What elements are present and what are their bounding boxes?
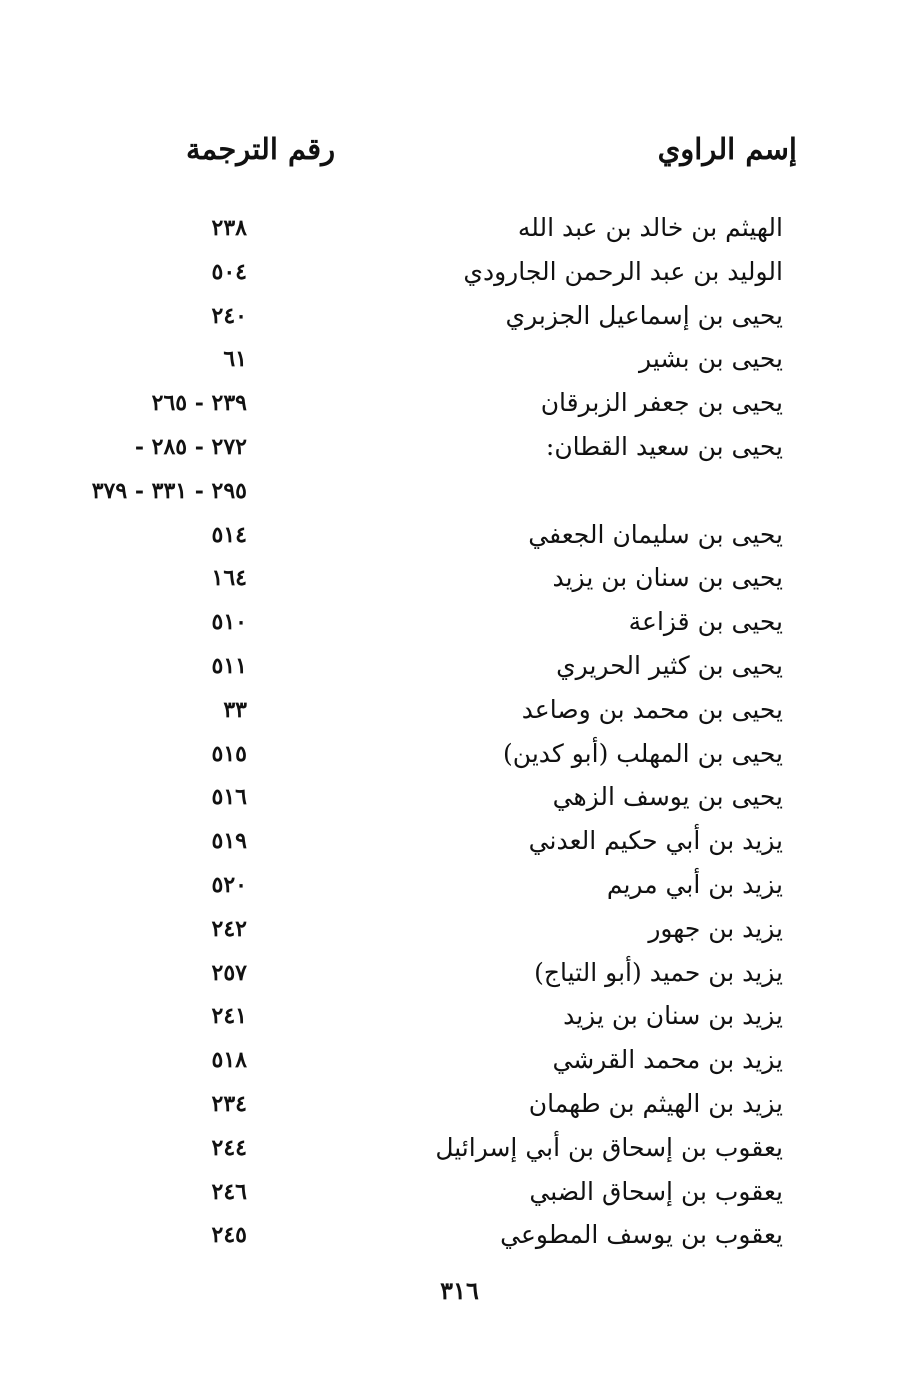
narrator-name: يحيى بن كثير الحريري xyxy=(556,651,783,680)
narrator-name: يحيى بن إسماعيل الجزبري xyxy=(505,300,783,330)
narrator-name: يحيى بن قزاعة xyxy=(628,607,783,637)
biography-number: ٥١٩ xyxy=(211,828,247,855)
narrator-name: الهيثم بن خالد بن عبد الله xyxy=(517,213,783,242)
list-item xyxy=(0,294,919,338)
biography-number: ٥٠٤ xyxy=(211,258,247,285)
list-item xyxy=(0,644,919,688)
biography-number: ٥١١ xyxy=(211,653,247,679)
biography-number: ٢٣٨ xyxy=(211,215,247,241)
biography-number: ٢٣٤ xyxy=(211,1091,247,1117)
narrator-name: يعقوب بن إسحاق بن أبي إسرائيل xyxy=(435,1132,783,1162)
narrator-name: يزيد بن سنان بن يزيد xyxy=(563,1001,783,1031)
biography-number: ٢٣٩ - ٢٦٥ xyxy=(151,390,247,417)
narrator-name: يحيى بن جعفر الزبرقان xyxy=(540,388,783,418)
list-item xyxy=(0,381,919,425)
narrator-name: يزيد بن جهور xyxy=(648,913,783,943)
list-item xyxy=(0,1038,919,1082)
biography-number: ٢٧٢ - ٢٨٥ - xyxy=(134,434,247,460)
narrator-name: يحيى بن سليمان الجعفي xyxy=(528,519,783,549)
biography-number: ٢٩٥ - ٣٣١ - ٣٧٩ xyxy=(91,477,247,504)
list-item xyxy=(0,469,919,513)
list-item xyxy=(0,994,919,1038)
biography-number: ٥١٤ xyxy=(211,521,247,548)
list-item xyxy=(0,600,919,644)
narrator-name: يحيى بن المهلب (أبو كدين) xyxy=(503,738,783,768)
narrator-name: يحيى بن بشير xyxy=(639,344,783,374)
biography-number: ٢٤٦ xyxy=(211,1178,247,1205)
list-item xyxy=(0,775,919,819)
list-item xyxy=(0,425,919,469)
list-item xyxy=(0,819,919,863)
biography-number: ٥٢٠ xyxy=(211,872,247,898)
list-item xyxy=(0,206,919,250)
list-item xyxy=(0,1170,919,1214)
narrator-name: يحيى بن سنان بن يزيد xyxy=(552,563,783,593)
list-item xyxy=(0,1126,919,1170)
page-number: ٣١٦ xyxy=(440,1276,479,1305)
biography-number: ٢٤٤ xyxy=(211,1134,247,1161)
narrator-name: يعقوب بن يوسف المطوعي xyxy=(500,1220,783,1250)
narrator-name: يزيد بن أبي مريم xyxy=(606,870,783,899)
narrator-name: يزيد بن محمد القرشي xyxy=(552,1045,783,1075)
narrator-name: يعقوب بن إسحاق الضبي xyxy=(529,1176,783,1206)
biography-number-column-header: رقم الترجمة xyxy=(186,132,336,166)
biography-number: ٥١٥ xyxy=(211,740,247,767)
narrator-name: يزيد بن أبي حكيم العدني xyxy=(528,826,783,856)
list-item xyxy=(0,1082,919,1126)
biography-number: ٢٤٥ xyxy=(211,1222,247,1249)
list-item xyxy=(0,907,919,951)
list-item xyxy=(0,513,919,557)
narrator-name: يحيى بن يوسف الزهي xyxy=(552,782,783,812)
list-item xyxy=(0,863,919,907)
list-item xyxy=(0,951,919,995)
biography-number: ٦١ xyxy=(223,346,247,373)
biography-number: ٥١٨ xyxy=(211,1047,247,1074)
list-item xyxy=(0,250,919,294)
narrator-name-column-header: إسم الراوي xyxy=(657,132,797,166)
narrator-name: يحيى بن محمد بن وصاعد xyxy=(521,694,783,724)
biography-number: ٥١٦ xyxy=(211,784,247,811)
biography-number: ٢٤٠ xyxy=(211,302,247,329)
biography-number: ٢٤٢ xyxy=(211,915,247,942)
biography-number: ٥١٠ xyxy=(211,609,247,636)
biography-number: ١٦٤ xyxy=(211,565,247,592)
biography-number: ٣٣ xyxy=(223,696,247,723)
narrator-name: الوليد بن عبد الرحمن الجارودي xyxy=(463,256,783,286)
narrator-name: يزيد بن الهيثم بن طهمان xyxy=(528,1089,783,1118)
list-item xyxy=(0,556,919,600)
list-item xyxy=(0,337,919,381)
biography-number: ٢٥٧ xyxy=(211,959,247,986)
narrator-name: يحيى بن سعيد القطان: xyxy=(545,432,783,461)
list-item xyxy=(0,732,919,776)
narrator-name: يزيد بن حميد (أبو التياج) xyxy=(534,957,783,987)
list-item xyxy=(0,1213,919,1257)
list-item xyxy=(0,688,919,732)
biography-number: ٢٤١ xyxy=(211,1003,247,1030)
